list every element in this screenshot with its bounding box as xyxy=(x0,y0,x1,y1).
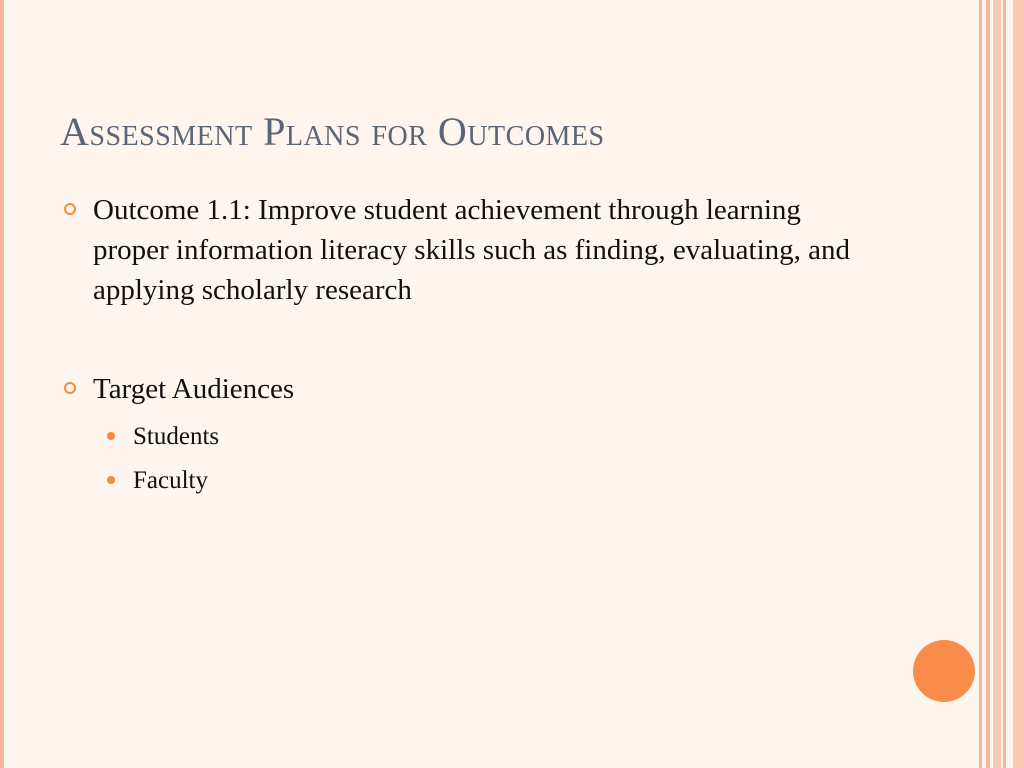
sub-bullet-faculty xyxy=(64,459,854,503)
bullet-outcome xyxy=(64,190,854,310)
stripe xyxy=(979,0,982,768)
stripe xyxy=(1013,0,1024,768)
stripe xyxy=(993,0,1001,768)
bullet-text: Outcome 1.1: Improve student achievement through learning proper information literacy skills such as finding, evaluating, and applying scholarly research xyxy=(93,194,851,306)
decorative-circle xyxy=(913,640,975,702)
decorative-stripes xyxy=(975,0,1024,768)
circle-bullet-icon xyxy=(64,203,76,215)
bullet-target-audiences xyxy=(64,369,854,409)
dot-bullet-icon xyxy=(107,476,115,484)
slide-title: Assessment Plans for Outcomes xyxy=(60,109,605,154)
circle-bullet-icon xyxy=(64,382,76,394)
slide-content xyxy=(64,190,854,503)
left-border-stripe xyxy=(0,0,4,768)
stripe xyxy=(1003,0,1006,768)
stripe xyxy=(986,0,990,768)
sub-bullet-text: Students xyxy=(133,423,220,450)
dot-bullet-icon xyxy=(107,432,115,440)
sub-bullet-text: Faculty xyxy=(133,467,208,494)
audience-list xyxy=(64,415,854,503)
sub-bullet-students xyxy=(64,415,854,459)
bullet-text: Target Audiences xyxy=(93,373,295,405)
